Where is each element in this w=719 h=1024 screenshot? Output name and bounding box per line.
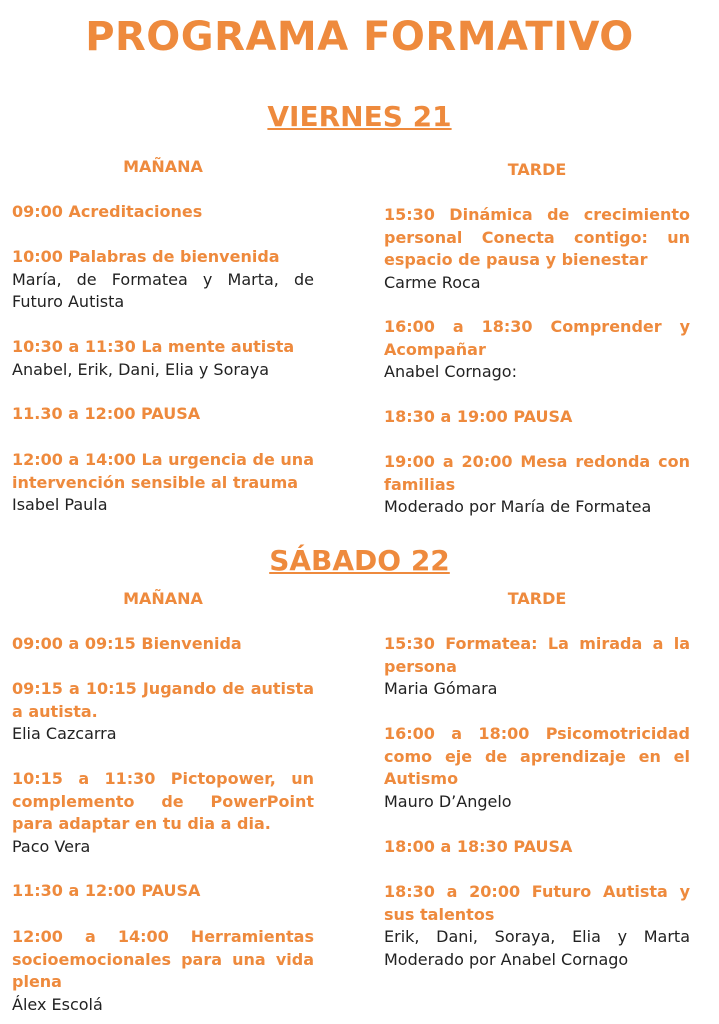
session-speaker: Carme Roca <box>384 272 481 292</box>
session-speaker: Anabel, Erik, Dani, Elia y Soraya <box>12 359 270 379</box>
session-speaker: María, de Formatea y Marta, de Futuro Autista <box>12 269 314 311</box>
session-title: 09:00 Acreditaciones <box>12 202 203 221</box>
schedule-item <box>384 881 690 971</box>
session-title: 11:30 a 12:00 PAUSA <box>12 881 201 900</box>
session-title: 11.30 a 12:00 PAUSA <box>12 404 201 423</box>
schedule-item <box>12 449 314 517</box>
session-title: 09:15 a 10:15 Jugando de autista a autista. <box>12 679 314 721</box>
schedule-item <box>384 633 690 701</box>
session-speaker: Álex Escolá <box>12 994 103 1014</box>
afternoon-heading: TARDE <box>507 589 567 608</box>
session-title: 09:00 a 09:15 Bienvenida <box>12 634 242 653</box>
session-speaker: Moderado por María de Formatea <box>384 497 652 516</box>
schedule-item <box>384 451 690 519</box>
schedule-item <box>12 926 314 1016</box>
afternoon-heading: TARDE <box>507 160 567 179</box>
session-title: 16:00 a 18:30 Comprender y Acompañar <box>384 317 690 359</box>
session-speaker: Paco Vera <box>12 836 91 856</box>
page-title: PROGRAMA FORMATIVO <box>85 14 634 60</box>
session-title: 18:30 a 19:00 PAUSA <box>384 407 573 426</box>
session-title: 19:00 a 20:00 Mesa redonda con familias <box>384 452 690 494</box>
session-title: 12:00 a 14:00 Herramientas socioemocionales para una vida plena <box>12 927 314 991</box>
session-speaker: Mauro D’Angelo <box>384 791 512 811</box>
session-speaker: Isabel Paula <box>12 495 108 514</box>
morning-heading: MAÑANA <box>123 589 203 608</box>
schedule-item <box>384 723 690 813</box>
schedule-item <box>12 246 314 314</box>
session-speaker: Elia Cazcarra <box>12 724 117 743</box>
schedule-item <box>12 880 314 903</box>
schedule-item <box>12 768 314 858</box>
session-title: 15:30 Formatea: La mirada a la persona <box>384 634 690 676</box>
schedule-item <box>384 406 690 429</box>
session-title: 10:15 a 11:30 Pictopower, un complemento de PowerPoint para adaptar en tu dia a dia. <box>12 769 314 833</box>
session-title: 15:30 Dinámica de crecimiento personal Conecta contigo: un espacio de pausa y bienestar <box>384 205 690 269</box>
session-speaker: Erik, Dani, Soraya, Elia y Marta Moderado por Anabel Cornago <box>384 927 690 969</box>
session-title: 12:00 a 14:00 La urgencia de una intervención sensible al trauma <box>12 450 314 492</box>
schedule-item <box>384 204 690 294</box>
schedule-item <box>12 403 314 426</box>
schedule-item <box>384 836 690 859</box>
schedule-item <box>12 633 314 656</box>
schedule-item <box>12 201 314 224</box>
schedule-item <box>12 336 314 381</box>
session-title: 18:00 a 18:30 PAUSA <box>384 837 573 856</box>
session-title: 10:00 Palabras de bienvenida <box>12 247 280 266</box>
session-title: 16:00 a 18:00 Psicomotricidad como eje de aprendizaje en el Autismo <box>384 724 690 788</box>
session-speaker: Maria Gómara <box>384 679 498 698</box>
day-heading-sabado: SÁBADO 22 <box>269 544 450 577</box>
schedule-item <box>384 316 690 384</box>
morning-heading: MAÑANA <box>123 157 203 176</box>
day-heading-viernes: VIERNES 21 <box>267 100 452 133</box>
session-title: 10:30 a 11:30 La mente autista <box>12 337 295 356</box>
session-title: 18:30 a 20:00 Futuro Autista y sus talentos <box>384 882 690 924</box>
session-speaker: Anabel Cornago: <box>384 362 517 381</box>
schedule-item <box>12 678 314 746</box>
